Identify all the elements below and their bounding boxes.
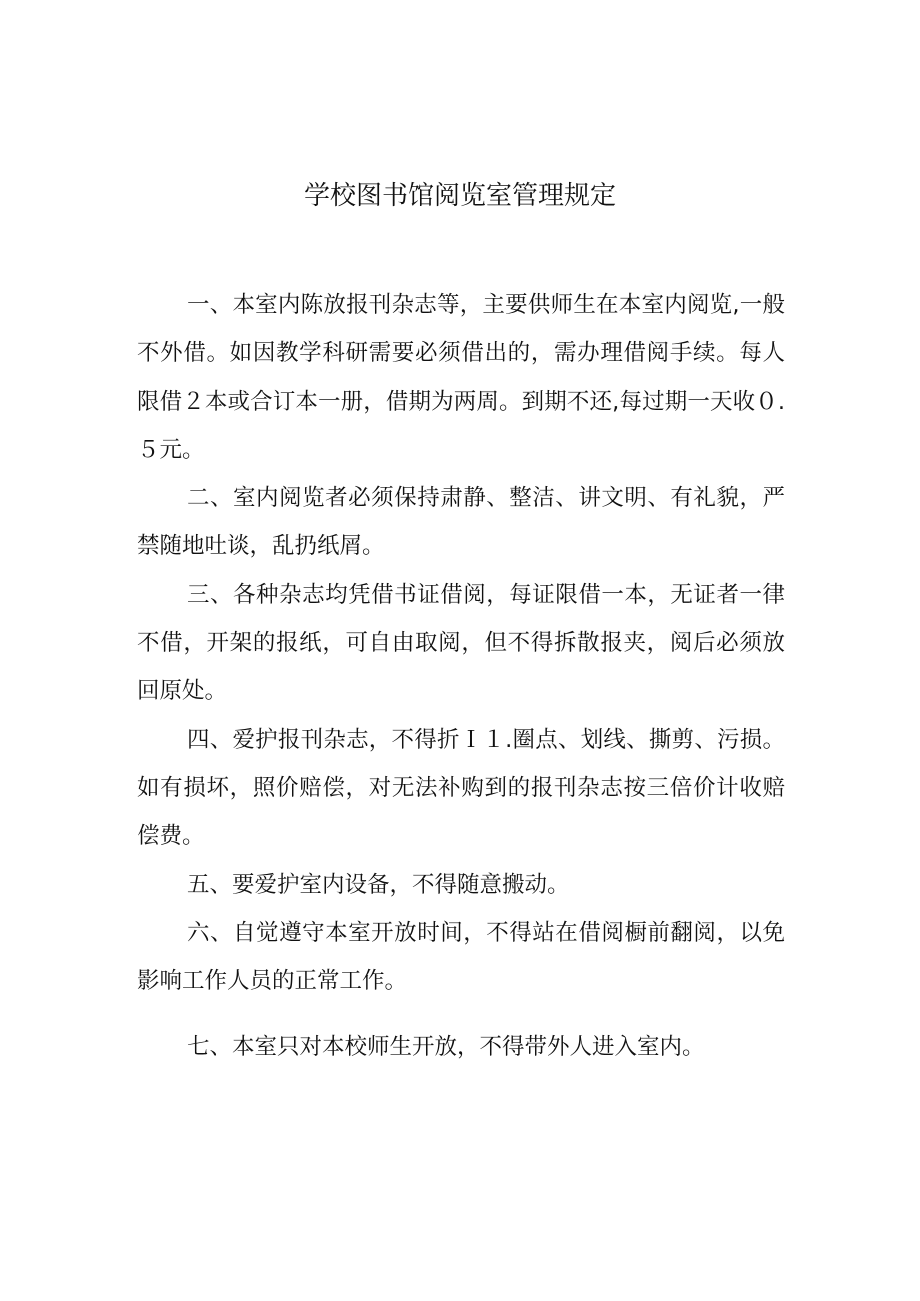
rule-7: 七、本室只对本校师生开放，不得带外人进入室内。 [187, 1034, 705, 1061]
rule-2: 二、室内阅览者必须保持肃静、整洁、讲文明、有礼貌，严禁随地吐谈，乱扔纸屑。 [137, 485, 785, 560]
rule-5: 五、要爱护室内设备，不得随意搬动。 [187, 871, 570, 898]
document-title: 学校图书馆阅览室管理规定 [303, 181, 616, 211]
rule-1: 一、本室内陈放报刊杂志等，主要供师生在本室内阅览,一般不外借。如因教学科研需要必须借出的，需办理借阅手续。每人限借２本或合订本一册，借期为两周。到期不还,每过期一天收０.５元。 [137, 292, 785, 463]
rule-4: 四、爱护报刊杂志，不得折Ｉ１.圈点、划线、撕剪、污损。如有损坏，照价赔偿，对无法补购到的报刊杂志按三倍价计收赔偿费。 [137, 726, 785, 850]
rule-3: 三、各种杂志均凭借书证借阅，每证限借一本，无证者一律不借，开架的报纸，可自由取阅，但不得拆散报夹，阅后必须放回原处。 [137, 581, 785, 705]
rule-6: 六、自觉遵守本室开放时间，不得站在借阅橱前翻阅，以免影响工作人员的正常工作。 [137, 919, 785, 995]
rules-list [137, 281, 785, 1072]
